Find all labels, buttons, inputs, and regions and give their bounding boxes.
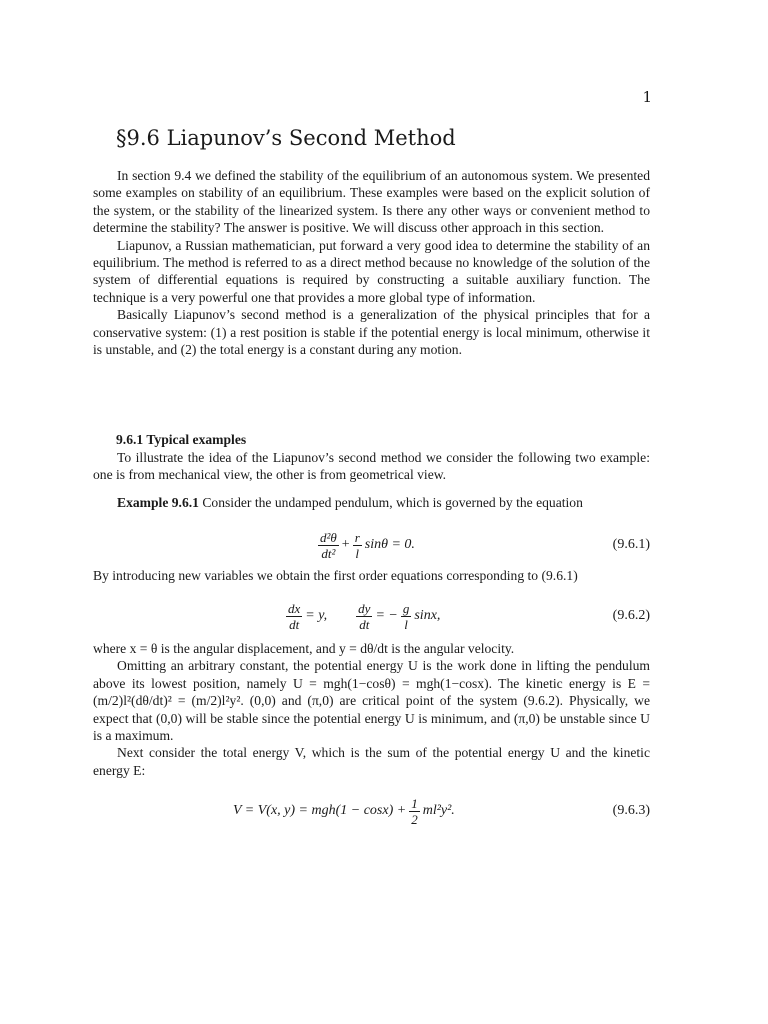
- fraction: [353, 530, 362, 561]
- equation-number: (9.6.2): [612, 608, 650, 623]
- paragraph: By introducing new variables we obtain the first order equations corresponding to (9.6.1): [93, 568, 578, 583]
- equation-9-6-2: [93, 598, 650, 634]
- equation-9-6-3: [93, 793, 650, 829]
- equation-number: (9.6.3): [612, 803, 650, 818]
- fraction-denominator: l: [404, 616, 408, 632]
- example-label: Example 9.6.1: [117, 495, 199, 510]
- after-eq2-text: [93, 640, 650, 779]
- fraction-numerator: dx: [288, 600, 301, 616]
- paragraph: [93, 494, 650, 511]
- fraction-numerator: dy: [358, 600, 371, 616]
- paragraph: To illustrate the idea of the Liapunov’s second method we consider the following two example: one is from mechanical view, the other is from geometrical view.: [93, 450, 650, 483]
- plus-sign: +: [341, 537, 350, 552]
- fraction-denominator: dt: [289, 616, 300, 632]
- fraction-numerator: d²θ: [320, 529, 337, 545]
- intro-text: [93, 167, 650, 358]
- fraction-denominator: 2: [411, 811, 418, 827]
- equation-part: = y,: [305, 608, 328, 623]
- paragraph: In section 9.4 we defined the stability of the equilibrium of an autonomous system. We presented some examples on stability of an equilibrium. These examples were based on the explicit solution of the system, or the stability of the linearized system. Is there any other ways or convenient method to determine the stability? The answer is positive. We will discuss other approach in this section.: [93, 168, 650, 236]
- paragraph: Liapunov, a Russian mathematician, put forward a very good idea to determine the stability of an equilibrium. The method is referred to as a direct method because no knowledge of the solution of the system of differential equations is required by constructing a suitable auxiliary function. The technique is a very powerful one that provides a more global type of information.: [93, 237, 650, 305]
- equation-number: (9.6.1): [612, 537, 650, 552]
- subsection-text: [93, 449, 650, 484]
- equation-tail: ml²y².: [422, 803, 455, 818]
- equation-part: V = V(x, y) = mgh(1 − cosx) +: [233, 803, 407, 818]
- equation-9-6-1: [93, 527, 650, 563]
- equation-part: = −: [375, 608, 398, 623]
- fraction: [401, 601, 412, 632]
- equation-tail: sinθ = 0.: [364, 537, 415, 552]
- fraction-numerator: 1: [411, 795, 418, 811]
- fraction-denominator: dt²: [321, 545, 336, 561]
- fraction-denominator: dt: [359, 616, 370, 632]
- paragraph: Omitting an arbitrary constant, the potential energy U is the work done in lifting the pendulum above its lowest position, namely U = mgh(1−cosθ) = mgh(1−cosx). The kinetic energy is E = (m/2)l²(dθ/dt)² = (m/2)l²y². (0,0) and (π,0) are critical point of the system (9.6.2). Physically, we expect that (0,0) will be stable since the potential energy U is minimum, and (π,0) be unstable since U is a maximum.: [93, 658, 650, 744]
- fraction-numerator: g: [402, 600, 410, 616]
- after-eq1-text: [93, 567, 650, 584]
- equation-tail: sinx,: [414, 608, 441, 623]
- fraction-denominator: l: [355, 545, 360, 561]
- example-text: [93, 494, 650, 511]
- fraction: [318, 530, 339, 561]
- page-number: 1: [642, 88, 652, 106]
- subsection-title: 9.6.1 Typical examples: [116, 432, 247, 447]
- fraction: [409, 796, 420, 827]
- fraction-numerator: r: [354, 529, 360, 545]
- fraction: [286, 601, 302, 632]
- fraction: [356, 601, 372, 632]
- paragraph: where x = θ is the angular displacement, and y = dθ/dt is the angular velocity.: [93, 641, 515, 656]
- example-body: Consider the undamped pendulum, which is governed by the equation: [202, 495, 583, 510]
- paragraph: Next consider the total energy V, which is the sum of the potential energy U and the kinetic energy E:: [93, 745, 650, 778]
- paragraph: Basically Liapunov’s second method is a generalization of the physical principles that for a conservative system: (1) a rest position is stable if the potential energy is local minimum, otherwise it is unstable, and (2) the total energy is a constant during any motion.: [93, 307, 650, 358]
- section-title: §9.6 Liapunov’s Second Method: [116, 126, 456, 150]
